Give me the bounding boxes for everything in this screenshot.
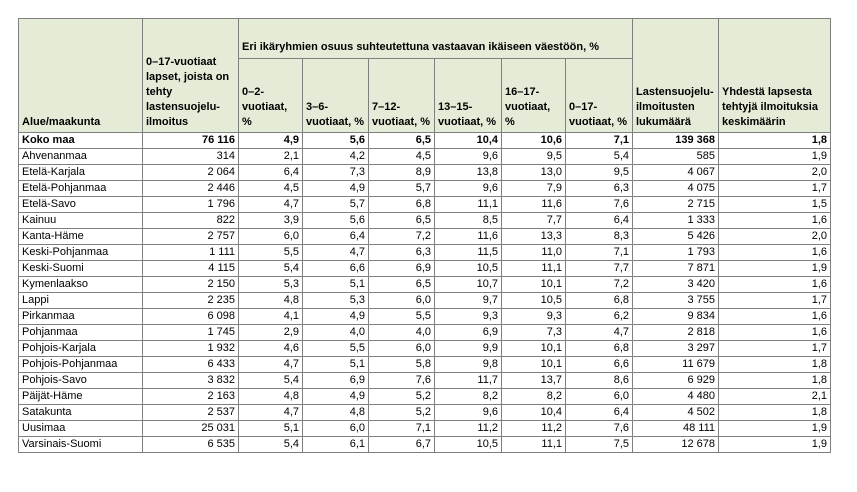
- region-cell: Varsinais-Suomi: [19, 437, 143, 453]
- reports-count-cell: 9 834: [633, 309, 719, 325]
- avg-reports-cell: 1,8: [719, 357, 831, 373]
- age-7-12-cell: 6,5: [369, 213, 435, 229]
- age-0-2-cell: 4,8: [239, 389, 303, 405]
- age-0-2-cell: 5,4: [239, 437, 303, 453]
- reports-count-cell: 5 426: [633, 229, 719, 245]
- age-7-12-cell: 6,3: [369, 245, 435, 261]
- table-row: [19, 357, 831, 373]
- age-0-17-cell: 4,7: [566, 325, 633, 341]
- age-13-15-cell: 8,2: [435, 389, 502, 405]
- table-row: [19, 133, 831, 149]
- age-13-15-cell: 9,6: [435, 405, 502, 421]
- age-7-12-cell: 7,6: [369, 373, 435, 389]
- table-row: [19, 309, 831, 325]
- region-cell: Pirkanmaa: [19, 309, 143, 325]
- children-count-cell: 6 535: [143, 437, 239, 453]
- age-3-6-cell: 6,9: [303, 373, 369, 389]
- age-3-6-cell: 5,7: [303, 197, 369, 213]
- avg-reports-cell: 1,8: [719, 405, 831, 421]
- age-0-2-cell: 2,1: [239, 149, 303, 165]
- reports-count-cell: 3 297: [633, 341, 719, 357]
- age-3-6-cell: 4,2: [303, 149, 369, 165]
- age-0-2-cell: 4,9: [239, 133, 303, 149]
- age-7-12-cell: 6,0: [369, 341, 435, 357]
- age-0-2-cell: 4,6: [239, 341, 303, 357]
- age-16-17-cell: 10,6: [502, 133, 566, 149]
- age-0-17-cell: 7,5: [566, 437, 633, 453]
- avg-reports-cell: 1,6: [719, 245, 831, 261]
- region-cell: Pohjois-Pohjanmaa: [19, 357, 143, 373]
- age-0-17-cell: 8,6: [566, 373, 633, 389]
- region-cell: Lappi: [19, 293, 143, 309]
- age-7-12-cell: 5,2: [369, 389, 435, 405]
- age-13-15-cell: 9,6: [435, 181, 502, 197]
- reports-count-cell: 3 420: [633, 277, 719, 293]
- age-16-17-cell: 10,1: [502, 357, 566, 373]
- header-age-0-17: 0–17-vuotiaat, %: [566, 59, 633, 133]
- age-16-17-cell: 11,6: [502, 197, 566, 213]
- avg-reports-cell: 1,8: [719, 373, 831, 389]
- table-row: [19, 389, 831, 405]
- age-3-6-cell: 5,1: [303, 277, 369, 293]
- children-count-cell: 2 446: [143, 181, 239, 197]
- age-16-17-cell: 10,5: [502, 293, 566, 309]
- reports-count-cell: 2 818: [633, 325, 719, 341]
- age-0-17-cell: 6,8: [566, 341, 633, 357]
- age-13-15-cell: 11,6: [435, 229, 502, 245]
- age-13-15-cell: 9,3: [435, 309, 502, 325]
- table-row: [19, 149, 831, 165]
- header-age-7-12: 7–12-vuotiaat, %: [369, 59, 435, 133]
- age-7-12-cell: 5,7: [369, 181, 435, 197]
- table-row: [19, 197, 831, 213]
- age-16-17-cell: 9,5: [502, 149, 566, 165]
- children-count-cell: 2 064: [143, 165, 239, 181]
- avg-reports-cell: 1,5: [719, 197, 831, 213]
- table-row: [19, 405, 831, 421]
- age-3-6-cell: 4,8: [303, 405, 369, 421]
- children-count-cell: 1 111: [143, 245, 239, 261]
- header-age-16-17: 16–17-vuotiaat, %: [502, 59, 566, 133]
- age-0-17-cell: 7,7: [566, 261, 633, 277]
- reports-count-cell: 585: [633, 149, 719, 165]
- age-3-6-cell: 6,0: [303, 421, 369, 437]
- age-3-6-cell: 5,6: [303, 133, 369, 149]
- age-3-6-cell: 7,3: [303, 165, 369, 181]
- children-count-cell: 1 745: [143, 325, 239, 341]
- children-count-cell: 25 031: [143, 421, 239, 437]
- age-0-17-cell: 5,4: [566, 149, 633, 165]
- table-row: [19, 421, 831, 437]
- avg-reports-cell: 2,0: [719, 165, 831, 181]
- header-children-count: 0–17-vuotiaat lapset, joista on tehty lastensuojelu-ilmoitus: [143, 19, 239, 133]
- reports-count-cell: 12 678: [633, 437, 719, 453]
- age-13-15-cell: 9,8: [435, 357, 502, 373]
- table-row: [19, 325, 831, 341]
- age-7-12-cell: 4,0: [369, 325, 435, 341]
- avg-reports-cell: 1,6: [719, 213, 831, 229]
- reports-count-cell: 4 502: [633, 405, 719, 421]
- children-count-cell: 2 163: [143, 389, 239, 405]
- age-7-12-cell: 6,5: [369, 133, 435, 149]
- avg-reports-cell: 2,0: [719, 229, 831, 245]
- age-3-6-cell: 6,1: [303, 437, 369, 453]
- age-13-15-cell: 10,4: [435, 133, 502, 149]
- table-row: [19, 261, 831, 277]
- region-cell: Pohjois-Savo: [19, 373, 143, 389]
- header-age-0-2: 0–2-vuotiaat, %: [239, 59, 303, 133]
- age-0-17-cell: 7,1: [566, 245, 633, 261]
- age-13-15-cell: 11,2: [435, 421, 502, 437]
- header-region: Alue/maakunta: [19, 19, 143, 133]
- avg-reports-cell: 1,6: [719, 309, 831, 325]
- age-7-12-cell: 5,2: [369, 405, 435, 421]
- age-0-2-cell: 6,0: [239, 229, 303, 245]
- reports-count-cell: 2 715: [633, 197, 719, 213]
- reports-count-cell: 1 333: [633, 213, 719, 229]
- age-0-17-cell: 7,1: [566, 133, 633, 149]
- region-cell: Päijät-Häme: [19, 389, 143, 405]
- age-3-6-cell: 4,7: [303, 245, 369, 261]
- age-0-17-cell: 7,6: [566, 421, 633, 437]
- region-cell: Kanta-Häme: [19, 229, 143, 245]
- age-3-6-cell: 4,9: [303, 181, 369, 197]
- region-cell: Etelä-Pohjanmaa: [19, 181, 143, 197]
- children-count-cell: 2 537: [143, 405, 239, 421]
- age-16-17-cell: 7,7: [502, 213, 566, 229]
- age-3-6-cell: 6,6: [303, 261, 369, 277]
- avg-reports-cell: 1,7: [719, 293, 831, 309]
- region-cell: Pohjanmaa: [19, 325, 143, 341]
- table-container: [18, 18, 831, 453]
- age-16-17-cell: 7,9: [502, 181, 566, 197]
- age-0-17-cell: 6,4: [566, 405, 633, 421]
- avg-reports-cell: 1,7: [719, 181, 831, 197]
- age-0-2-cell: 4,8: [239, 293, 303, 309]
- children-count-cell: 3 832: [143, 373, 239, 389]
- children-count-cell: 314: [143, 149, 239, 165]
- age-0-17-cell: 8,3: [566, 229, 633, 245]
- region-cell: Etelä-Karjala: [19, 165, 143, 181]
- age-7-12-cell: 6,9: [369, 261, 435, 277]
- age-13-15-cell: 9,6: [435, 149, 502, 165]
- children-count-cell: 76 116: [143, 133, 239, 149]
- age-3-6-cell: 6,4: [303, 229, 369, 245]
- age-7-12-cell: 7,2: [369, 229, 435, 245]
- age-13-15-cell: 13,8: [435, 165, 502, 181]
- age-13-15-cell: 6,9: [435, 325, 502, 341]
- children-count-cell: 4 115: [143, 261, 239, 277]
- table-row: [19, 437, 831, 453]
- avg-reports-cell: 1,9: [719, 437, 831, 453]
- region-cell: Koko maa: [19, 133, 143, 149]
- age-16-17-cell: 9,3: [502, 309, 566, 325]
- children-count-cell: 2 150: [143, 277, 239, 293]
- age-16-17-cell: 8,2: [502, 389, 566, 405]
- table-row: [19, 181, 831, 197]
- age-7-12-cell: 8,9: [369, 165, 435, 181]
- children-count-cell: 822: [143, 213, 239, 229]
- child-welfare-table: [18, 18, 831, 453]
- avg-reports-cell: 1,8: [719, 133, 831, 149]
- age-3-6-cell: 5,3: [303, 293, 369, 309]
- age-0-17-cell: 9,5: [566, 165, 633, 181]
- age-3-6-cell: 4,9: [303, 389, 369, 405]
- reports-count-cell: 4 067: [633, 165, 719, 181]
- age-0-17-cell: 6,6: [566, 357, 633, 373]
- age-0-2-cell: 5,1: [239, 421, 303, 437]
- age-0-17-cell: 6,0: [566, 389, 633, 405]
- table-row: [19, 373, 831, 389]
- age-7-12-cell: 6,7: [369, 437, 435, 453]
- table-row: [19, 229, 831, 245]
- reports-count-cell: 7 871: [633, 261, 719, 277]
- age-13-15-cell: 10,5: [435, 437, 502, 453]
- reports-count-cell: 4 480: [633, 389, 719, 405]
- age-0-2-cell: 4,5: [239, 181, 303, 197]
- age-3-6-cell: 4,9: [303, 309, 369, 325]
- age-0-17-cell: 6,2: [566, 309, 633, 325]
- region-cell: Pohjois-Karjala: [19, 341, 143, 357]
- age-7-12-cell: 5,5: [369, 309, 435, 325]
- age-16-17-cell: 13,7: [502, 373, 566, 389]
- table-row: [19, 213, 831, 229]
- age-13-15-cell: 11,1: [435, 197, 502, 213]
- age-16-17-cell: 13,0: [502, 165, 566, 181]
- table-row: [19, 165, 831, 181]
- reports-count-cell: 11 679: [633, 357, 719, 373]
- age-0-2-cell: 4,1: [239, 309, 303, 325]
- reports-count-cell: 1 793: [633, 245, 719, 261]
- region-cell: Keski-Suomi: [19, 261, 143, 277]
- age-13-15-cell: 10,5: [435, 261, 502, 277]
- children-count-cell: 6 098: [143, 309, 239, 325]
- reports-count-cell: 139 368: [633, 133, 719, 149]
- age-3-6-cell: 5,5: [303, 341, 369, 357]
- age-16-17-cell: 11,1: [502, 261, 566, 277]
- region-cell: Kainuu: [19, 213, 143, 229]
- age-7-12-cell: 4,5: [369, 149, 435, 165]
- reports-count-cell: 3 755: [633, 293, 719, 309]
- age-7-12-cell: 6,5: [369, 277, 435, 293]
- header-age-group: Eri ikäryhmien osuus suhteutettuna vastaavan ikäiseen väestöön, %: [239, 19, 633, 59]
- age-13-15-cell: 9,7: [435, 293, 502, 309]
- header-age-3-6: 3–6-vuotiaat, %: [303, 59, 369, 133]
- age-0-17-cell: 6,8: [566, 293, 633, 309]
- avg-reports-cell: 1,9: [719, 149, 831, 165]
- age-3-6-cell: 4,0: [303, 325, 369, 341]
- avg-reports-cell: 1,7: [719, 341, 831, 357]
- age-7-12-cell: 7,1: [369, 421, 435, 437]
- region-cell: Keski-Pohjanmaa: [19, 245, 143, 261]
- age-0-2-cell: 5,3: [239, 277, 303, 293]
- avg-reports-cell: 1,9: [719, 421, 831, 437]
- avg-reports-cell: 1,6: [719, 325, 831, 341]
- avg-reports-cell: 1,6: [719, 277, 831, 293]
- age-7-12-cell: 6,8: [369, 197, 435, 213]
- table-header: [19, 19, 831, 133]
- table-row: [19, 293, 831, 309]
- avg-reports-cell: 1,9: [719, 261, 831, 277]
- reports-count-cell: 6 929: [633, 373, 719, 389]
- age-16-17-cell: 7,3: [502, 325, 566, 341]
- age-0-17-cell: 6,3: [566, 181, 633, 197]
- avg-reports-cell: 2,1: [719, 389, 831, 405]
- children-count-cell: 2 235: [143, 293, 239, 309]
- age-13-15-cell: 11,7: [435, 373, 502, 389]
- table-row: [19, 277, 831, 293]
- region-cell: Uusimaa: [19, 421, 143, 437]
- age-7-12-cell: 5,8: [369, 357, 435, 373]
- age-0-2-cell: 4,7: [239, 197, 303, 213]
- children-count-cell: 1 796: [143, 197, 239, 213]
- age-16-17-cell: 10,1: [502, 277, 566, 293]
- age-3-6-cell: 5,6: [303, 213, 369, 229]
- header-age-13-15: 13–15-vuotiaat, %: [435, 59, 502, 133]
- age-0-2-cell: 5,4: [239, 261, 303, 277]
- age-0-17-cell: 7,6: [566, 197, 633, 213]
- region-cell: Etelä-Savo: [19, 197, 143, 213]
- age-0-17-cell: 6,4: [566, 213, 633, 229]
- children-count-cell: 1 932: [143, 341, 239, 357]
- age-0-2-cell: 3,9: [239, 213, 303, 229]
- age-0-2-cell: 2,9: [239, 325, 303, 341]
- age-0-2-cell: 4,7: [239, 405, 303, 421]
- region-cell: Kymenlaakso: [19, 277, 143, 293]
- table-row: [19, 245, 831, 261]
- reports-count-cell: 4 075: [633, 181, 719, 197]
- age-13-15-cell: 8,5: [435, 213, 502, 229]
- age-13-15-cell: 11,5: [435, 245, 502, 261]
- age-0-2-cell: 6,4: [239, 165, 303, 181]
- age-16-17-cell: 10,1: [502, 341, 566, 357]
- age-16-17-cell: 11,1: [502, 437, 566, 453]
- age-16-17-cell: 13,3: [502, 229, 566, 245]
- table-body: [19, 133, 831, 453]
- age-13-15-cell: 9,9: [435, 341, 502, 357]
- children-count-cell: 2 757: [143, 229, 239, 245]
- header-avg-reports: Yhdestä lapsesta tehtyjä ilmoituksia keskimäärin: [719, 19, 831, 133]
- age-0-2-cell: 5,4: [239, 373, 303, 389]
- age-16-17-cell: 10,4: [502, 405, 566, 421]
- age-0-2-cell: 4,7: [239, 357, 303, 373]
- children-count-cell: 6 433: [143, 357, 239, 373]
- region-cell: Satakunta: [19, 405, 143, 421]
- region-cell: Ahvenanmaa: [19, 149, 143, 165]
- table-row: [19, 341, 831, 357]
- reports-count-cell: 48 111: [633, 421, 719, 437]
- age-0-2-cell: 5,5: [239, 245, 303, 261]
- age-3-6-cell: 5,1: [303, 357, 369, 373]
- age-7-12-cell: 6,0: [369, 293, 435, 309]
- age-0-17-cell: 7,2: [566, 277, 633, 293]
- age-16-17-cell: 11,0: [502, 245, 566, 261]
- age-16-17-cell: 11,2: [502, 421, 566, 437]
- age-13-15-cell: 10,7: [435, 277, 502, 293]
- header-reports-count: Lastensuojelu-ilmoitusten lukumäärä: [633, 19, 719, 133]
